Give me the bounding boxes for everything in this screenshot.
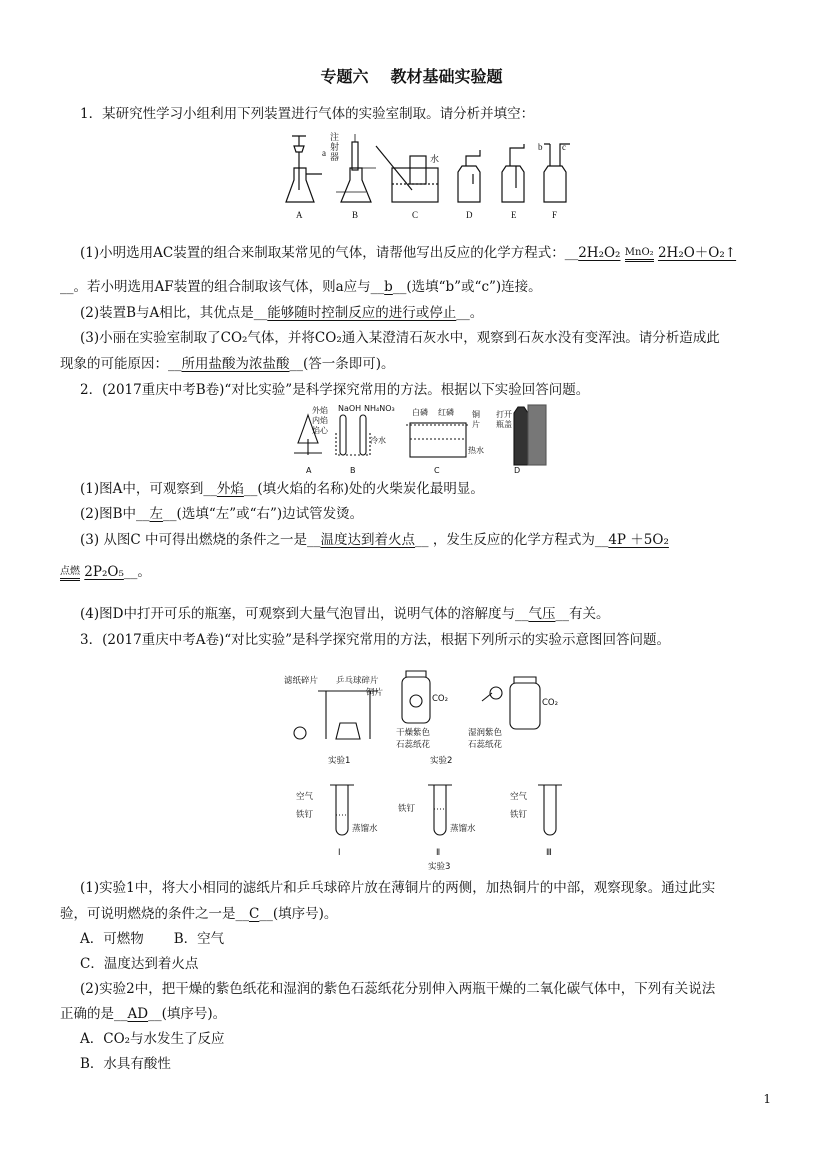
q1-part3-line2: 现象的可能原因：__所用盐酸为浓盐酸__(答一条即可)。	[60, 356, 395, 372]
q2-fig-label-a: A	[306, 466, 312, 475]
q3-fig-shi1: 湿润紫色	[468, 728, 503, 738]
q2-fig-dakai: 打开	[496, 410, 512, 419]
q2-fig-nh4no3: NH₄NO₃	[364, 404, 395, 413]
q3-fig-roman2: Ⅱ	[436, 848, 441, 858]
q3-fig-co2b: CO₂	[542, 698, 559, 708]
q3-fig-tieding1: 铁钉	[296, 810, 314, 820]
q3-options-ab: A．可燃物 B．空气	[80, 931, 225, 947]
q3-fig-exp3: 实验3	[428, 862, 451, 872]
q3-fig-tieding2: 铁钉	[398, 804, 416, 814]
q2-fig-tong: 铜	[472, 410, 480, 419]
q2-equation-condition: 点燃	[60, 567, 80, 582]
q2-fig-naoh: NaOH	[338, 404, 362, 413]
q1-equation-condition: MnO₂	[625, 248, 654, 263]
q2-fig-reshui: 热水	[468, 446, 484, 455]
q1-fig-text-c: c	[562, 142, 566, 152]
q3-fig-exp2: 实验2	[430, 756, 453, 766]
q2-part3-line2: 点燃 2P₂O₅__。	[60, 564, 151, 580]
q2-fig-pinggai: 瓶盖	[496, 420, 512, 429]
q1-fig-label-c: C	[412, 210, 419, 220]
q1-part2: (2)装置B与A相比，其优点是__能够随时控制反应的进行或停止__。	[80, 305, 484, 321]
title-part1: 专题六	[320, 67, 369, 86]
q1-fig-text-she: 射	[330, 142, 340, 152]
page-number: 1	[763, 1092, 771, 1106]
q1-fig-text-zhu: 注	[330, 132, 340, 142]
q1-fig-label-b: B	[352, 210, 359, 220]
q2-fig-lengshui: 冷水	[370, 436, 386, 445]
q2-fig-label-c: C	[434, 466, 440, 475]
q2-part2: (2)图B中__左__(选填“左”或“右”)边试管发烫。	[80, 506, 364, 522]
q2-fig-bailin: 白磷	[412, 408, 428, 417]
q2-fig-yanxin: 焰心	[312, 426, 328, 435]
title-part2: 教材基础实验题	[390, 67, 503, 86]
q3-fig-co2a: CO₂	[432, 694, 449, 704]
q3-option2-b: B．水具有酸性	[80, 1056, 171, 1072]
q1-fig-text-shui: 水	[430, 154, 440, 164]
q1-apparatus-figure	[280, 128, 580, 228]
q3-fig-lvzhi: 滤纸碎片	[284, 676, 319, 686]
q3-fig-roman3: Ⅲ	[546, 848, 552, 858]
q1-stem: 1．某研究性学习小组利用下列装置进行气体的实验室制取。请分析并填空：	[80, 106, 535, 122]
q2-fig-waiyan: 外焰	[312, 406, 328, 415]
q3-fig-kongqi3: 空气	[510, 792, 528, 802]
q1-fig-label-a: A	[296, 210, 303, 220]
q3-fig-zhengliu1: 蒸馏水	[352, 824, 378, 834]
q2-stem: 2．(2017重庆中考B卷)“对比实验”是科学探究常用的方法。根据以下实验回答问题。	[80, 382, 590, 398]
q3-fig-roman1: Ⅰ	[338, 848, 341, 858]
q3-part1-line2: 验，可说明燃烧的条件之一是__C__(填序号)。	[60, 906, 338, 922]
q2-part4: (4)图D中打开可乐的瓶塞，可观察到大量气泡冒出，说明气体的溶解度与__气压__有关。	[80, 606, 610, 622]
q1-fig-text-qi: 器	[330, 152, 340, 162]
q1-fig-label-e: E	[511, 210, 517, 220]
q3-fig-exp1: 实验1	[328, 756, 351, 766]
q3-fig-gan2: 石蕊纸花	[396, 740, 431, 750]
q1-fig-text-b: b	[538, 142, 543, 152]
q2-fig-honglin: 红磷	[438, 408, 454, 417]
q2-fig-neiyan: 内焰	[312, 416, 328, 425]
q2-fig-label-d: D	[514, 466, 521, 475]
q1-fig-label-f: F	[552, 210, 558, 220]
q3-option-c: C．温度达到着火点	[80, 956, 199, 972]
q2-fig-label-b: B	[350, 466, 356, 475]
q3-fig-kongqi1: 空气	[296, 792, 314, 802]
q3-part2-line2: 正确的是__AD__(填序号)。	[60, 1006, 227, 1022]
q3-fig-zhengliu2: 蒸馏水	[450, 824, 476, 834]
q1-part3-line1: (3)小丽在实验室制取了CO₂气体，并将CO₂通入某澄清石灰水中，观察到石灰水没有变浑浊。请分析造成此	[80, 330, 720, 346]
q3-stem: 3．(2017重庆中考A卷)“对比实验”是科学探究常用的方法，根据下列所示的实验示意图回答问题。	[80, 632, 671, 648]
q3-fig-tieding3: 铁钉	[510, 810, 528, 820]
q3-part1-line1: (1)实验1中，将大小相同的滤纸片和乒乓球碎片放在薄铜片的两侧，加热铜片的中部，观察现象。通过此实	[80, 880, 716, 896]
q3-experiment-figure	[282, 663, 582, 873]
q1-part1-line1: (1)小明选用AC装置的组合来制取某常见的气体，请帮他写出反应的化学方程式：__2H₂O₂ MnO₂ 2H₂O＋O₂↑	[80, 245, 737, 261]
q3-option2-a: A．CO₂与水发生了反应	[80, 1031, 225, 1047]
q2-part1: (1)图A中，可观察到__外焰__(填火焰的名称)处的火柴炭化最明显。	[80, 481, 484, 497]
q3-fig-gan1: 干燥紫色	[396, 728, 431, 738]
q1-fig-text-a: a	[322, 148, 326, 158]
q1-part1-line2: __。若小明选用AF装置的组合制取该气体，则a应与__b__(选填“b”或“c”)连接。	[60, 279, 542, 295]
q3-fig-tongpian: 铜片	[366, 688, 384, 698]
q2-part3-line1: (3) 从图C 中可得出燃烧的条件之一是__温度达到着火点__ ，发生反应的化学方程式为__4P ＋5O₂	[80, 532, 669, 548]
q3-fig-pingpang: 乒乓球碎片	[336, 676, 379, 686]
q3-part2-line1: (2)实验2中，把干燥的紫色纸花和湿润的紫色石蕊纸花分别伸入两瓶干燥的二氧化碳气体中，下列有关说法	[80, 981, 716, 997]
page-title	[0, 64, 823, 87]
q3-fig-shi2: 石蕊纸花	[468, 740, 503, 750]
q1-fig-label-d: D	[466, 210, 473, 220]
q2-experiment-figure	[288, 403, 548, 475]
q2-fig-pian: 片	[472, 420, 480, 429]
